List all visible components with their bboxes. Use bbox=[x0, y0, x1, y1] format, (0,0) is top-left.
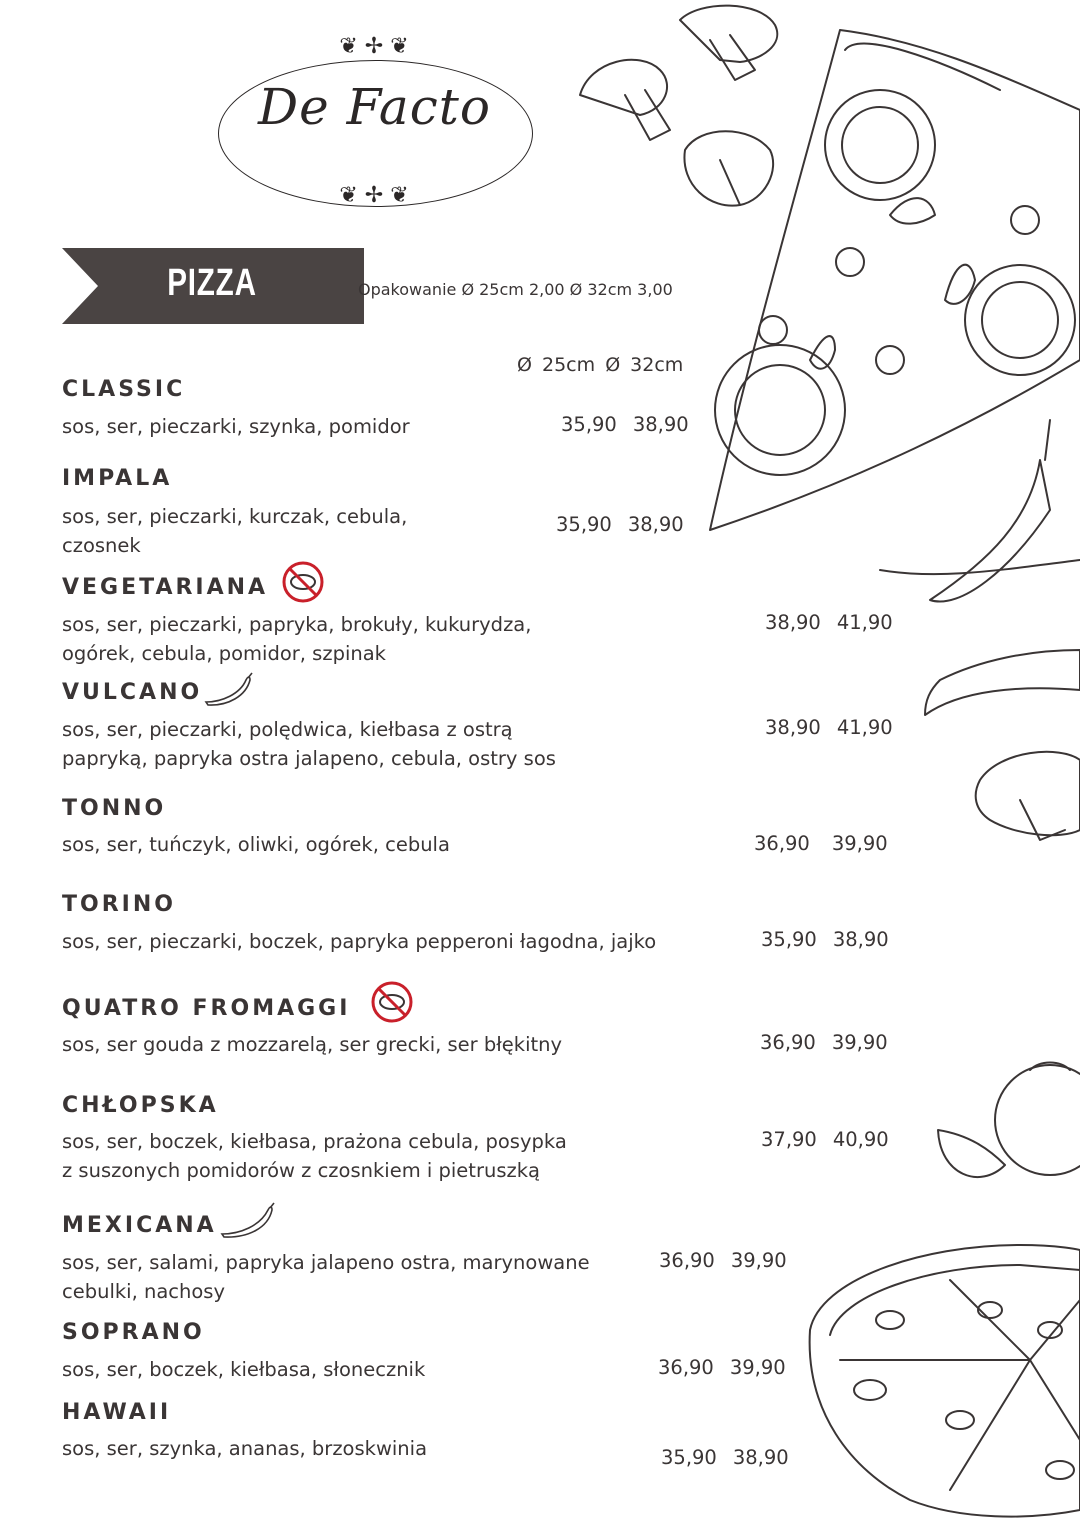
item-name: QUATRO FROMAGGI bbox=[62, 996, 351, 1021]
item-prices bbox=[761, 928, 889, 951]
tomato-illustration bbox=[938, 1063, 1080, 1178]
desc-line: cebulki, nachosy bbox=[62, 1280, 225, 1303]
item-description bbox=[62, 502, 407, 560]
pizza-slice-illustration bbox=[710, 30, 1080, 530]
item-prices bbox=[661, 1446, 789, 1469]
price-small: 36,90 bbox=[754, 832, 810, 855]
item-name: TONNO bbox=[62, 796, 167, 821]
price-small: 35,90 bbox=[761, 928, 817, 951]
price-large: 38,90 bbox=[832, 928, 889, 951]
logo-flourish-bottom: ❦ ✢ ❦ bbox=[339, 183, 409, 208]
chili-pepper-icon bbox=[202, 672, 254, 708]
desc-line: sos, ser, salami, papryka jalapeno ostra, marynowane bbox=[62, 1251, 590, 1274]
price-small: 35,90 bbox=[561, 413, 617, 436]
price-large: 38,90 bbox=[632, 413, 689, 436]
item-name: VEGETARIANA bbox=[62, 575, 269, 600]
price-small: 36,90 bbox=[659, 1249, 715, 1272]
price-large: 41,90 bbox=[836, 611, 893, 634]
price-large: 39,90 bbox=[831, 832, 888, 855]
chili-pepper-icon bbox=[218, 1202, 276, 1240]
price-small: 36,90 bbox=[760, 1031, 816, 1054]
item-prices bbox=[561, 413, 689, 436]
item-prices bbox=[760, 1031, 888, 1054]
desc-line: sos, ser, pieczarki, kurczak, cebula, bbox=[62, 505, 408, 528]
price-large: 38,90 bbox=[732, 1446, 789, 1469]
item-description bbox=[62, 610, 531, 668]
brand-logo: De Facto bbox=[258, 78, 491, 136]
item-name: MEXICANA bbox=[62, 1213, 217, 1238]
item-description bbox=[62, 715, 556, 773]
chili-pepper-illustration bbox=[880, 420, 1080, 715]
item-prices bbox=[761, 1128, 889, 1151]
item-name: HAWAII bbox=[62, 1400, 172, 1425]
desc-line: ogórek, cebula, pomidor, szpinak bbox=[62, 642, 386, 665]
packaging-note: Opakowanie Ø 25cm 2,00 Ø 32cm 3,00 bbox=[358, 280, 673, 299]
item-description: sos, ser, pieczarki, szynka, pomidor bbox=[62, 415, 410, 438]
logo-flourish-top: ❦ ✢ ❦ bbox=[339, 34, 409, 59]
item-prices bbox=[659, 1249, 787, 1272]
no-meat-icon bbox=[281, 560, 325, 604]
item-name: IMPALA bbox=[62, 466, 173, 491]
item-description: sos, ser, pieczarki, boczek, papryka pepperoni łagodna, jajko bbox=[62, 930, 657, 953]
item-prices bbox=[754, 832, 888, 855]
item-description: sos, ser, boczek, kiełbasa, słonecznik bbox=[62, 1358, 426, 1381]
item-name: CLASSIC bbox=[62, 377, 186, 402]
price-small: 35,90 bbox=[556, 513, 612, 536]
price-large: 41,90 bbox=[836, 716, 893, 739]
mushroom-illustration-2 bbox=[976, 752, 1080, 840]
whole-pizza-illustration bbox=[810, 1245, 1080, 1517]
price-large: 39,90 bbox=[729, 1356, 786, 1379]
price-large: 39,90 bbox=[730, 1249, 787, 1272]
no-meat-icon bbox=[370, 980, 414, 1024]
price-large: 40,90 bbox=[832, 1128, 889, 1151]
desc-line: z suszonych pomidorów z czosnkiem i pietruszką bbox=[62, 1159, 540, 1182]
desc-line: sos, ser, pieczarki, papryka, brokuły, kukurydza, bbox=[62, 613, 532, 636]
item-description: sos, ser, tuńczyk, oliwki, ogórek, cebula bbox=[62, 833, 450, 856]
item-prices bbox=[765, 716, 893, 739]
price-small: 38,90 bbox=[765, 611, 821, 634]
price-large: 38,90 bbox=[627, 513, 684, 536]
food-illustrations bbox=[560, 0, 1080, 1527]
item-name: CHŁOPSKA bbox=[62, 1093, 219, 1118]
price-small: 37,90 bbox=[761, 1128, 817, 1151]
price-small: 35,90 bbox=[661, 1446, 717, 1469]
item-description bbox=[62, 1248, 590, 1306]
price-large: 39,90 bbox=[831, 1031, 888, 1054]
mushroom-illustration bbox=[580, 6, 777, 206]
size-column-headers bbox=[517, 354, 683, 376]
section-title: PIZZA bbox=[167, 262, 257, 304]
desc-line: sos, ser, pieczarki, polędwica, kiełbasa z ostrą bbox=[62, 718, 513, 741]
item-prices bbox=[765, 611, 893, 634]
desc-line: sos, ser, boczek, kiełbasa, prażona cebula, posypka bbox=[62, 1130, 567, 1153]
desc-line: papryką, papryka ostra jalapeno, cebula, ostry sos bbox=[62, 747, 556, 770]
price-small: 38,90 bbox=[765, 716, 821, 739]
desc-line: czosnek bbox=[62, 534, 141, 557]
size-large-header: Ø 32cm bbox=[605, 354, 684, 376]
item-description bbox=[62, 1127, 567, 1185]
item-name: TORINO bbox=[62, 892, 176, 917]
item-prices bbox=[556, 513, 684, 536]
size-small-header: Ø 25cm bbox=[517, 354, 596, 376]
item-prices bbox=[658, 1356, 786, 1379]
item-name: SOPRANO bbox=[62, 1320, 205, 1345]
item-description: sos, ser gouda z mozzarelą, ser grecki, ser błękitny bbox=[62, 1033, 563, 1056]
price-small: 36,90 bbox=[658, 1356, 714, 1379]
item-name: VULCANO bbox=[62, 680, 203, 705]
item-description: sos, ser, szynka, ananas, brzoskwinia bbox=[62, 1437, 428, 1460]
